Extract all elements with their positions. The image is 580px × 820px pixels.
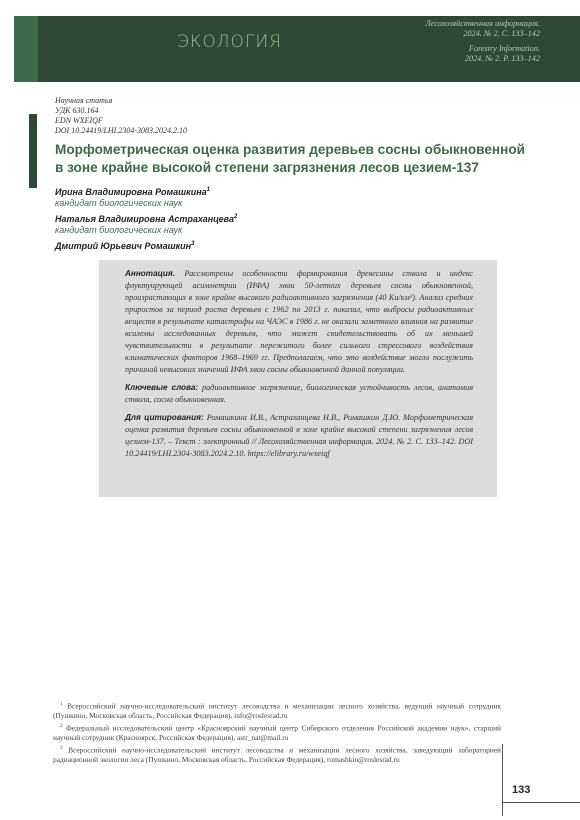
author-name: Наталья Владимировна Астраханцева$^2$ — [55, 214, 238, 224]
header-accent-block — [14, 16, 38, 82]
article-title: Морфометрическая оценка развития деревьев сосны обыкновенной в зоне крайне высокой степени загрязнения лесов цезием-137 — [55, 142, 525, 175]
abstract — [125, 268, 473, 466]
abstract-paragraph: Аннотация. Рассмотрены особенности формирования древесины ствола и индекс флуктуирующей асимметрии (ИФА) хвои 50-летних деревьев сосны обыкновенной, произрастающих в зоне крайне высокого радиоактивного загрязнения (40 Ки/км²). Анализ средних приростов за период роста деревьев с 1962 по 2013 г. показал, что выбросы радиоактивных веществ в результате катастрофы на ЧАЭС в 1986 г. не оказали заметного влияния на развитие ксилемы исследованных деревьев, что может свидетельствовать об их меньшей чувствительности в результате пережитого более сильного стрессового воздействия климатических факторов 1968–1969 гг. Предполагаем, что это воздействие могло послужить причиной невысоких значений ИФА хвои сосны обыкновенной данной популяции. — [125, 269, 473, 374]
authors — [55, 185, 237, 252]
journal-info-ru-name: Лесохозяйственная информация. — [425, 19, 540, 28]
footnotes — [53, 700, 501, 766]
article-type: Научная статья — [55, 96, 113, 105]
doi: DOI 10.24419/LHI.2304-3083.2024.2.10 — [55, 126, 187, 135]
article-meta — [55, 96, 187, 136]
page-number-rule-vertical — [502, 744, 503, 816]
page-number-rule-horizontal — [502, 802, 580, 803]
keywords: Ключевые слова: радиоактивное загрязнение, биологическая устойчивость лесов, анатомия ствола, сосна обыкновенная. — [125, 383, 474, 404]
journal-info — [350, 19, 540, 64]
footnote: $^2$ Федеральный исследовательский центр «Красноярский научный центр Сибирского отделения Российской академии наук», старший научный сотрудник (Красноярск, Российская Федерация), astr_nat@mail.ru — [53, 723, 501, 743]
udk: УДК 630.164 — [55, 106, 99, 115]
author-name: Ирина Владимировна Ромашкина$^1$ — [55, 187, 210, 197]
author-name: Дмитрий Юрьевич Ромашкин$^3$ — [55, 241, 195, 251]
title-side-bar — [29, 114, 37, 188]
footnote: $^3$ Всероссийский научно-исследовательский институт лесоводства и механизации лесного хозяйства, заведующий лабораторией радиационной экологии леса (Пушкино, Московская область, Российская Федерация), romashkin@roslesrad.ru — [53, 745, 501, 765]
footnote: $^1$ Всероссийский научно-исследовательский институт лесоводства и механизации лесного хозяйства, ведущий научный сотрудник (Пушкино, Московская область, Российская Федерация), info@roslesrad.ru — [53, 701, 501, 721]
author-degree: кандидат биологических наук — [55, 225, 183, 235]
journal-info-en-name: Forestry Information. — [468, 44, 540, 53]
journal-info-ru-issue: 2024. № 2. С. 133–142 — [463, 29, 540, 38]
author-degree: кандидат биологических наук — [55, 198, 183, 208]
edn: EDN WXEIQF — [55, 116, 103, 125]
page-number: 133 — [512, 784, 531, 796]
journal-info-en-issue: 2024. № 2. P. 133–142 — [464, 54, 540, 63]
section-title: ЭКОЛОГИЯ — [177, 32, 282, 52]
citation: Для цитирования: Ромашкина И.В., Астраханцева Н.В., Ромашкин Д.Ю. Морфометрическая оценка развития деревьев сосны обыкновенной в зоне крайне высокой степени загрязнения лесов цезием-137. – Текст : электронный // Лесохозяйственная информация. 2024. № 2. С. 133–142. DOI 10.24419/LHI.2304-3083.2024.2.10. https://elibrary.ru/wxeiqf — [125, 413, 474, 458]
